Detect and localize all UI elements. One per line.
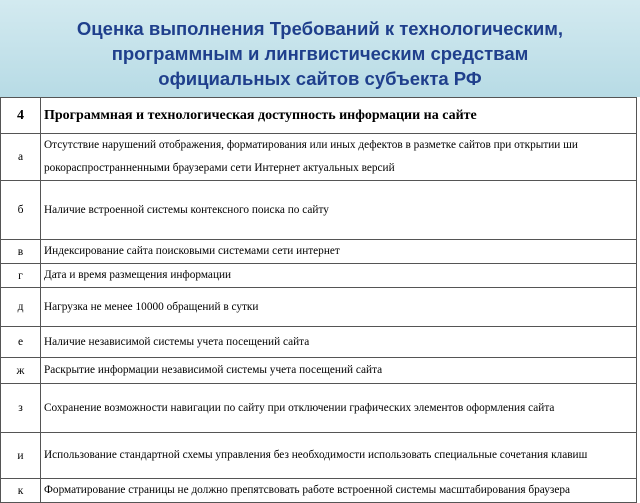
table-row	[1, 288, 637, 327]
row-text: Использование стандартной схемы управления без необходимости использовать специальные сочетания клавиш	[41, 433, 637, 479]
row-letter: з	[1, 384, 41, 433]
row-letter: к	[1, 479, 41, 503]
table-row	[1, 264, 637, 288]
table-row	[1, 134, 637, 181]
row-text: Отсутствие нарушений отображения, форматирования или иных дефектов в разметке сайтов при открытии ши рокораспространненными браузерами сети Интернет актуальных версий	[41, 134, 637, 181]
row-letter: а	[1, 134, 41, 181]
row-text: Раскрытие информации независимой системы учета посещений сайта	[41, 358, 637, 384]
title-line-2: программным и лингвистическим средствам	[111, 43, 529, 64]
table-row	[1, 240, 637, 264]
row-letter: в	[1, 240, 41, 264]
row-text: Наличие независимой системы учета посещений сайта	[41, 327, 637, 358]
row-letter: е	[1, 327, 41, 358]
row-text: Сохранение возможности навигации по сайту при отключении графических элементов оформления сайта	[41, 384, 637, 433]
row-letter: ж	[1, 358, 41, 384]
table-row	[1, 181, 637, 240]
row-text: Форматирование страницы не должно препятсвовать работе встроенной системы масштабирования браузера	[41, 479, 637, 503]
requirements-table	[0, 97, 637, 503]
row-text: Дата и время размещения информации	[41, 264, 637, 288]
title-line-3: официальных сайтов субъекта РФ	[158, 68, 482, 89]
page-title	[0, 16, 640, 91]
row-letter: д	[1, 288, 41, 327]
row-letter: и	[1, 433, 41, 479]
table-row	[1, 433, 637, 479]
row-text: Нагрузка не менее 10000 обращений в сутки	[41, 288, 637, 327]
table-row	[1, 358, 637, 384]
row-text: Наличие встроенной системы контексного поиска по сайту	[41, 181, 637, 240]
table-row	[1, 327, 637, 358]
row-letter: г	[1, 264, 41, 288]
title-band	[0, 0, 640, 97]
table-row	[1, 384, 637, 433]
table-header-row	[1, 98, 637, 134]
row-text: Индексирование сайта поисковыми системами сети интернет	[41, 240, 637, 264]
row-letter: б	[1, 181, 41, 240]
header-number-cell: 4	[1, 98, 41, 134]
title-line-1: Оценка выполнения Требований к технологическим,	[76, 18, 564, 39]
header-text-cell: Программная и технологическая доступность информации на сайте	[41, 98, 637, 134]
table-row	[1, 479, 637, 503]
